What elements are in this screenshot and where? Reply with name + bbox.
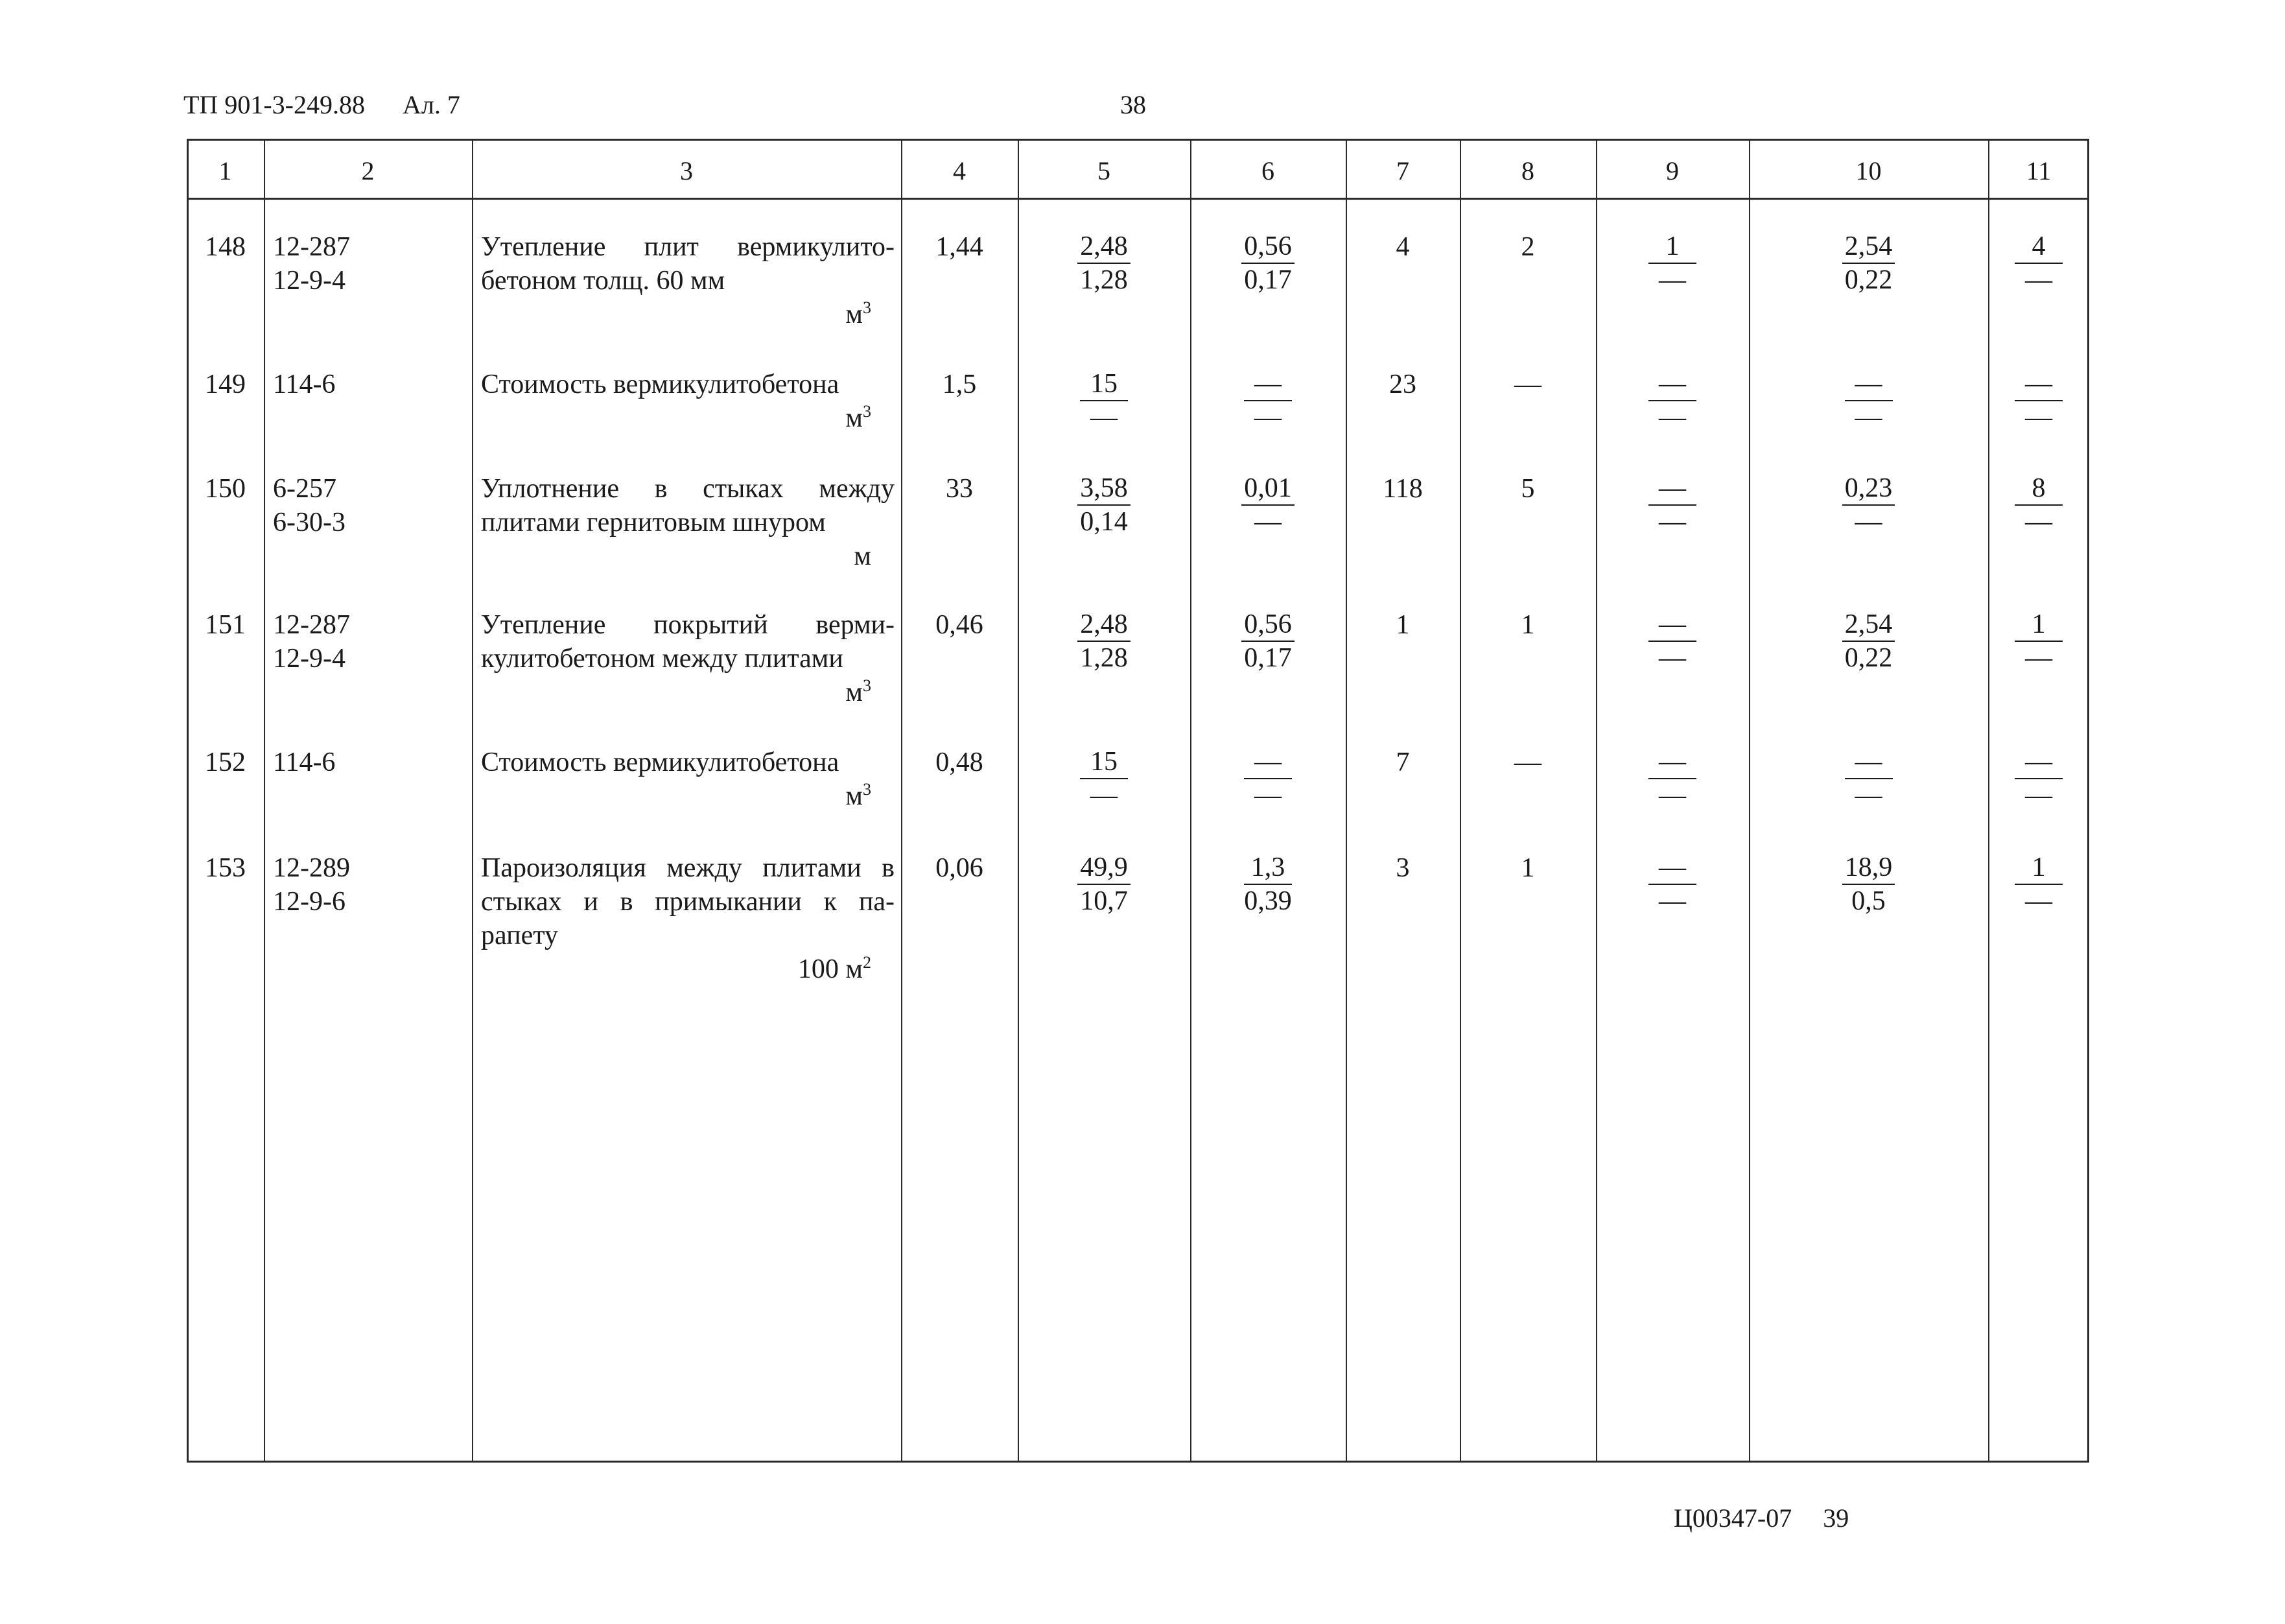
fraction-numerator: — xyxy=(1648,851,1696,885)
fraction-numerator: — xyxy=(1648,472,1696,506)
fraction-numerator: 49,9 xyxy=(1077,851,1131,885)
footer-page-text: 39 xyxy=(1823,1503,1849,1533)
fraction-denominator: 1,28 xyxy=(1080,265,1128,295)
col5-fraction xyxy=(1059,851,1149,917)
fraction-numerator: — xyxy=(1648,608,1696,642)
row-unit xyxy=(481,676,871,709)
row-number: 152 xyxy=(205,747,246,777)
col10-fraction xyxy=(1823,472,1914,538)
column-divider xyxy=(472,139,473,1463)
unit-exponent: 3 xyxy=(863,780,871,799)
fraction-numerator: — xyxy=(1845,368,1893,401)
col11-fraction xyxy=(1993,608,2084,674)
col7-value: 7 xyxy=(1396,747,1410,777)
fraction-denominator: 1,28 xyxy=(1080,643,1128,673)
col8-value: 2 xyxy=(1521,232,1535,262)
row-quantity: 1,5 xyxy=(942,370,977,399)
fraction-denominator: — xyxy=(1254,781,1282,810)
fraction-numerator: 8 xyxy=(2015,472,2063,506)
fraction-numerator: 2,54 xyxy=(1842,608,1895,642)
col5-fraction xyxy=(1059,608,1149,674)
fraction-denominator: 0,17 xyxy=(1244,643,1292,673)
row-quantity: 1,44 xyxy=(935,232,983,262)
col6-fraction xyxy=(1223,230,1313,296)
row-number: 151 xyxy=(205,610,246,640)
fraction-denominator: — xyxy=(1090,403,1118,432)
fraction-denominator: 0,17 xyxy=(1244,265,1292,295)
fraction-numerator: 3,58 xyxy=(1077,472,1131,506)
row-number: 148 xyxy=(205,232,246,262)
fraction-denominator: — xyxy=(2025,265,2052,295)
fraction-numerator: 15 xyxy=(1080,746,1128,779)
column-divider xyxy=(1988,139,1989,1463)
col8-value: — xyxy=(1514,370,1541,399)
col11-fraction xyxy=(1993,851,2084,917)
column-header-5: 5 xyxy=(1097,156,1110,185)
row-unit xyxy=(481,401,871,435)
col10-fraction xyxy=(1823,368,1914,434)
column-header-6: 6 xyxy=(1261,156,1274,185)
fraction-denominator: — xyxy=(1659,781,1686,810)
row-description: Пароизоляция между плитами в стыках и в примыкании к па-рапету xyxy=(481,853,895,950)
column-header-9: 9 xyxy=(1666,156,1679,185)
fraction-denominator: 10,7 xyxy=(1080,886,1128,916)
col11-fraction xyxy=(1993,230,2084,296)
column-divider xyxy=(1190,139,1191,1463)
row-quantity: 33 xyxy=(946,474,973,504)
col9-fraction xyxy=(1627,368,1718,434)
fraction-denominator: — xyxy=(1090,781,1118,810)
column-header-11: 11 xyxy=(2026,156,2052,185)
row-description: Уплотнение в стыках между плитами гернитовым шнуром xyxy=(481,474,895,537)
column-header-2: 2 xyxy=(361,156,375,185)
footer-code-text: Ц00347-07 xyxy=(1674,1503,1792,1533)
fraction-numerator: 0,23 xyxy=(1842,472,1895,506)
col5-fraction xyxy=(1059,368,1149,434)
doc-code-text: ТП 901-3-249.88 xyxy=(183,90,365,119)
column-header-8: 8 xyxy=(1521,156,1534,185)
col10-fraction xyxy=(1823,851,1914,917)
fraction-numerator: 2,54 xyxy=(1842,230,1895,264)
row-number: 153 xyxy=(205,853,246,883)
fraction-denominator: — xyxy=(1254,403,1282,432)
col9-fraction xyxy=(1627,230,1718,296)
col7-value: 118 xyxy=(1383,474,1423,504)
unit-text: м xyxy=(845,403,863,433)
col10-fraction xyxy=(1823,608,1914,674)
fraction-denominator: — xyxy=(1855,403,1882,432)
fraction-numerator: — xyxy=(1648,746,1696,779)
row-description: Утепление плит вермикулито-бетоном толщ. 60 мм xyxy=(481,232,895,296)
document-code xyxy=(183,89,460,120)
unit-text: м xyxy=(845,677,863,707)
row-code: 12-287 12-9-4 xyxy=(273,610,350,674)
row-description: Утепление покрытий верми-кулитобетоном между плитами xyxy=(481,610,895,674)
row-quantity: 0,06 xyxy=(935,853,983,883)
fraction-denominator: — xyxy=(1659,643,1686,673)
column-divider xyxy=(1346,139,1347,1463)
col7-value: 4 xyxy=(1396,232,1410,262)
unit-text: м xyxy=(845,781,863,811)
row-unit xyxy=(481,298,871,331)
fraction-numerator: 2,48 xyxy=(1077,608,1131,642)
col11-fraction xyxy=(1993,746,2084,812)
fraction-denominator: 0,22 xyxy=(1844,265,1893,295)
column-header-10: 10 xyxy=(1855,156,1882,185)
fraction-denominator: 0,5 xyxy=(1851,886,1886,916)
col7-value: 23 xyxy=(1389,370,1416,399)
col6-fraction xyxy=(1223,368,1313,434)
column-header-1: 1 xyxy=(218,156,232,185)
fraction-numerator: 0,56 xyxy=(1241,230,1295,264)
page-number: 38 xyxy=(1120,90,1146,119)
row-code: 114-6 xyxy=(273,370,336,399)
col8-value: 1 xyxy=(1521,853,1535,883)
column-header-3: 3 xyxy=(680,156,693,185)
row-unit xyxy=(481,779,871,813)
fraction-numerator: — xyxy=(1648,368,1696,401)
fraction-numerator: 18,9 xyxy=(1842,851,1895,885)
fraction-numerator: 1 xyxy=(1648,230,1696,264)
unit-text: м xyxy=(845,300,863,329)
row-number: 149 xyxy=(205,370,246,399)
column-divider xyxy=(264,139,265,1463)
fraction-denominator: — xyxy=(1254,507,1282,537)
fraction-numerator: 0,01 xyxy=(1241,472,1295,506)
col8-value: 5 xyxy=(1521,474,1535,504)
col9-fraction xyxy=(1627,472,1718,538)
col7-value: 1 xyxy=(1396,610,1410,640)
footer-code xyxy=(1674,1503,1849,1533)
fraction-numerator: — xyxy=(1244,746,1292,779)
column-header-4: 4 xyxy=(953,156,966,185)
col6-fraction xyxy=(1223,851,1313,917)
fraction-denominator: — xyxy=(2025,507,2052,537)
column-divider xyxy=(1596,139,1597,1463)
fraction-denominator: — xyxy=(1659,265,1686,295)
col11-fraction xyxy=(1993,368,2084,434)
col6-fraction xyxy=(1223,746,1313,812)
col8-value: — xyxy=(1514,747,1541,777)
col9-fraction xyxy=(1627,746,1718,812)
col9-fraction xyxy=(1627,851,1718,917)
col5-fraction xyxy=(1059,746,1149,812)
col6-fraction xyxy=(1223,472,1313,538)
row-code: 12-287 12-9-4 xyxy=(273,232,350,296)
row-code: 114-6 xyxy=(273,747,336,777)
fraction-denominator: 0,22 xyxy=(1844,643,1893,673)
col9-fraction xyxy=(1627,608,1718,674)
column-divider xyxy=(1460,139,1461,1463)
fraction-numerator: 0,56 xyxy=(1241,608,1295,642)
fraction-denominator: — xyxy=(1659,403,1686,432)
unit-exponent: 3 xyxy=(863,402,871,421)
fraction-denominator: — xyxy=(2025,886,2052,916)
fraction-denominator: 0,39 xyxy=(1244,886,1292,916)
unit-text: 100 м xyxy=(797,954,863,984)
row-code: 12-289 12-9-6 xyxy=(273,853,350,917)
col10-fraction xyxy=(1823,230,1914,296)
row-unit xyxy=(481,539,871,573)
fraction-denominator: — xyxy=(1855,507,1882,537)
fraction-denominator: — xyxy=(2025,643,2052,673)
row-description: Стоимость вермикулитобетона xyxy=(481,747,839,777)
fraction-denominator: 0,14 xyxy=(1080,507,1128,537)
fraction-numerator: — xyxy=(1244,368,1292,401)
column-divider xyxy=(901,139,902,1463)
row-quantity: 0,46 xyxy=(935,610,983,640)
fraction-numerator: — xyxy=(2015,368,2063,401)
fraction-numerator: 2,48 xyxy=(1077,230,1131,264)
col5-fraction xyxy=(1059,230,1149,296)
row-quantity: 0,48 xyxy=(935,747,983,777)
unit-exponent: 3 xyxy=(863,676,871,695)
fraction-numerator: 1 xyxy=(2015,851,2063,885)
fraction-numerator: 1 xyxy=(2015,608,2063,642)
row-code: 6-257 6-30-3 xyxy=(273,474,346,537)
col7-value: 3 xyxy=(1396,853,1410,883)
column-divider xyxy=(1749,139,1750,1463)
unit-exponent: 2 xyxy=(863,953,871,972)
row-description: Стоимость вермикулитобетона xyxy=(481,370,839,399)
unit-exponent: 3 xyxy=(863,298,871,317)
column-header-7: 7 xyxy=(1396,156,1409,185)
fraction-numerator: 4 xyxy=(2015,230,2063,264)
col11-fraction xyxy=(1993,472,2084,538)
unit-text: м xyxy=(854,541,871,571)
fraction-denominator: — xyxy=(2025,781,2052,810)
fraction-numerator: — xyxy=(1845,746,1893,779)
fraction-denominator: — xyxy=(1659,507,1686,537)
fraction-numerator: — xyxy=(2015,746,2063,779)
col10-fraction xyxy=(1823,746,1914,812)
column-divider xyxy=(1018,139,1019,1463)
fraction-denominator: — xyxy=(1855,781,1882,810)
row-number: 150 xyxy=(205,474,246,504)
col5-fraction xyxy=(1059,472,1149,538)
row-unit xyxy=(481,952,871,986)
fraction-denominator: — xyxy=(1659,886,1686,916)
fraction-denominator: — xyxy=(2025,403,2052,432)
fraction-numerator: 15 xyxy=(1080,368,1128,401)
fraction-numerator: 1,3 xyxy=(1244,851,1292,885)
col6-fraction xyxy=(1223,608,1313,674)
album-text: Ал. 7 xyxy=(402,90,460,119)
col8-value: 1 xyxy=(1521,610,1535,640)
